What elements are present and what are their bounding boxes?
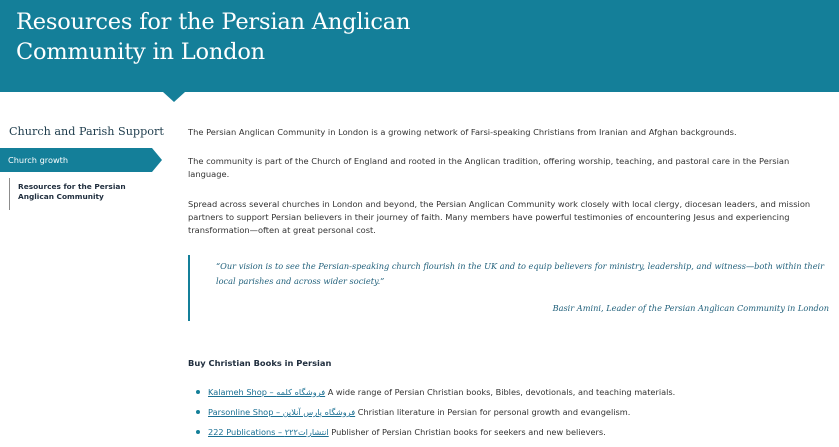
quote-citation: Basir Amini, Leader of the Persian Anglican Community in London (552, 303, 829, 313)
sidebar-subitem-persian-resources[interactable]: Resources for the Persian Anglican Community (9, 178, 159, 210)
parsonline-shop-link[interactable]: Parsonline Shop – فروشگاه پارس آنلاین (208, 407, 356, 417)
vision-quote (188, 255, 833, 321)
list-item-description: A wide range of Persian Christian books, Bibles, devotionals, and teaching materials. (325, 387, 676, 397)
books-list (196, 382, 675, 442)
list-item (196, 402, 675, 422)
active-item-arrow-icon (152, 148, 162, 172)
list-item-description: Christian literature in Persian for personal growth and evangelism. (355, 407, 631, 417)
sidebar-item-church-growth[interactable]: Church growth (0, 148, 152, 172)
sidebar-section-title[interactable]: Church and Parish Support (9, 125, 164, 138)
intro-paragraph: The Persian Anglican Community in London is a growing network of Farsi-speaking Christians from Iranian and Afghan backgrounds. (188, 127, 737, 137)
hero-notch-arrow (163, 92, 185, 102)
list-item (196, 382, 675, 402)
kalameh-shop-link[interactable]: Kalameh Shop – فروشگاه کلمه (208, 387, 326, 397)
list-item (196, 422, 675, 442)
books-heading: Buy Christian Books in Persian (188, 358, 332, 368)
bullet-icon (196, 390, 200, 394)
quote-text: “Our vision is to see the Persian-speaking church flourish in the UK and to equip believers for ministry, leadership, and witness—both within their local parishes and across wider society.” (216, 261, 825, 286)
bullet-icon (196, 430, 200, 434)
page-hero (0, 0, 839, 92)
page-title: Resources for the Persian Anglican Community in London (16, 9, 411, 65)
list-item-description: Publisher of Persian Christian books for seekers and new believers. (328, 427, 606, 437)
community-paragraph: The community is part of the Church of England and rooted in the Anglican tradition, offering worship, teaching, and pastoral care in the Persian language. (188, 156, 790, 179)
222-publications-link[interactable]: 222 Publications – انتشارات۲۲۲ (208, 427, 329, 437)
bullet-icon (196, 410, 200, 414)
churches-paragraph: Spread across several churches in London and beyond, the Persian Anglican Community work closely with local clergy, diocesan leaders, and mission partners to support Persian believers in their journey of faith. Many members have powerful testimonies of encountering Jesus and experiencing transformation—often at great personal cost. (188, 199, 811, 235)
